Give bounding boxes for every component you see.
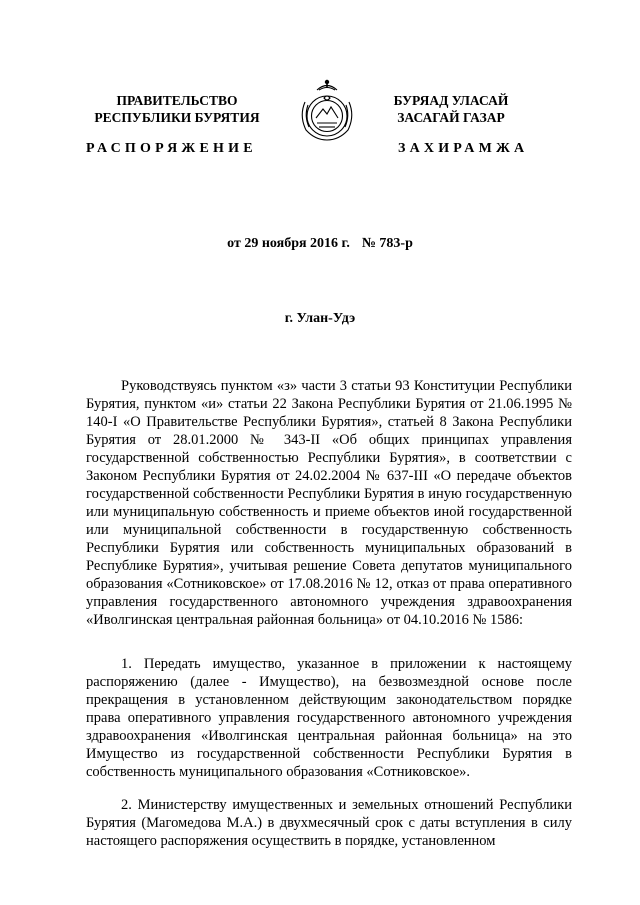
- preamble-paragraph: [86, 377, 572, 629]
- city-name: г. Улан-Удэ: [284, 311, 356, 326]
- paragraph-text: 1. Передать имущество, указанное в приложении к настоящему распоряжению (далее - Имущество), на безвозмездной основе после прекращения в установленном действующим законодательством порядке права оперативного управления государственного автономного учреждения здравоохранения «Иволгинская центральная районная больница» на это Имущество из государственной собственности Республики Бурятия в собственность муниципального образования «Сотниковское».: [86, 656, 572, 780]
- government-name-line2: РЕСПУБЛИКИ БУРЯТИЯ: [94, 110, 260, 125]
- clause-2-paragraph: [86, 796, 572, 850]
- government-name-buryat-line2: ЗАСАГАЙ ГАЗАР: [397, 110, 505, 125]
- government-name-buryat: [362, 92, 540, 126]
- clause-1-paragraph: [86, 655, 572, 781]
- document-date: от 29 ноября 2016 г.: [227, 236, 350, 251]
- coat-of-arms-icon: [297, 76, 357, 142]
- paragraph-text: 2. Министерству имущественных и земельных отношений Республики Бурятия (Магомедова М.А.) в двухмесячный срок с даты вступления в силу настоящего распоряжения осуществить в порядке, установленном: [86, 797, 572, 849]
- document-type-buryat: ЗАХИРАМЖА: [398, 141, 529, 156]
- document-type-russian: РАСПОРЯЖЕНИЕ: [86, 141, 257, 156]
- date-number-line: [0, 236, 640, 252]
- government-name-buryat-line1: БУРЯАД УЛАСАЙ: [393, 93, 509, 108]
- paragraph-text: Руководствуясь пунктом «з» части 3 статьи 93 Конституции Республики Бурятия, пунктом «и» статьи 22 Закона Республики Бурятия от 21.06.1995 № 140-I «О Правительстве Республики Бурятия», статьей 8 Закона Республики Бурятия от 28.01.2000 № 343-II «Об общих принципах управления государственной собственностью Республики Бурятия», в соответствии с Законом Республики Бурятия от 24.02.2004 № 637-III «О передаче объектов государственной собственности Республики Бурятия в иную государственную или муниципальную собственность и приеме объектов иной государственной или муниципальной собственности в государственную собственность Республики Бурятия или собственность муниципальных образований в Республике Бурятия», учитывая решение Совета депутатов муниципального образования «Сотниковское» от 17.08.2016 № 12, отказ от права оперативного управления государственного автономного учреждения здравоохранения «Иволгинская центральная районная больница» от 04.10.2016 № 1586:: [86, 378, 572, 628]
- government-name-line1: ПРАВИТЕЛЬСТВО: [116, 93, 238, 108]
- government-name-russian: [88, 92, 266, 126]
- document-number: № 783-р: [361, 236, 413, 251]
